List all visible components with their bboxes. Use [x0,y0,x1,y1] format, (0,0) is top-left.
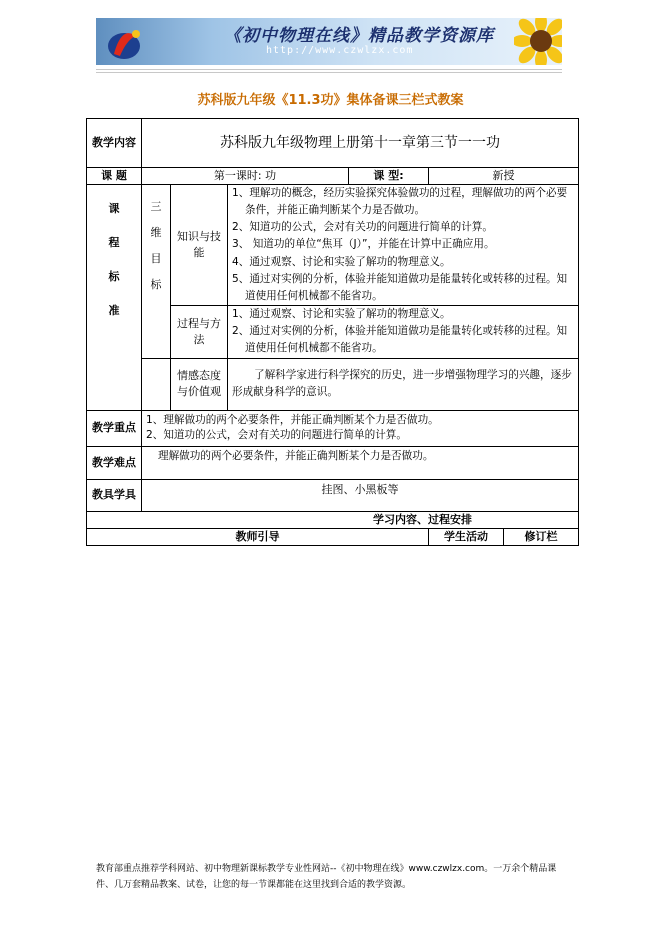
knowledge-item: 3、 知道功的单位“焦耳（J）”，并能在计算中正确应用。 [232,238,495,251]
topic-value: 第一课时: 功 [142,168,349,185]
col-revision: 修订栏 [504,528,579,545]
goals-char: 课 [108,202,120,215]
banner-title: 《初中物理在线》精品教学资源库 [224,26,494,46]
goals-char: 程 [108,235,120,249]
keypoint-item: 1、理解做功的两个必要条件，并能正确判断某个力是否做功。 [146,413,439,426]
goals-char: 准 [108,303,120,317]
process-items [228,306,579,358]
col-teacher: 教师引导 [87,528,429,545]
goals-label [87,185,142,411]
header-divider [96,69,562,70]
knowledge-item: 2、知道功的公式，会对有关功的问题进行简单的计算。 [232,221,493,234]
type-label: 课 型: [349,168,429,185]
knowledge-item: 5、通过对实例的分析，体验并能知道做功是能量转化或转移的过程。知道使用任何机械都不能省功。 [232,272,568,302]
banner-url[interactable]: http://www.czwlzx.com [266,45,414,56]
three-dim-char: 三 [150,200,162,213]
difficulty-text: 理解做功的两个必要条件，并能正确判断某个力是否做功。 [142,446,579,479]
keypoint-items [142,410,579,446]
knowledge-item: 1、理解功的概念，经历实验探究体验做功的过程，理解做功的两个必要条件，并能正确判断某个力是否做功。 [232,187,568,217]
process-item: 2、通过对实例的分析，体验并能知道做功是能量转化或转移的过程。知道使用任何机械都不能省功。 [232,325,568,355]
topic-label: 课 题 [87,168,142,185]
lesson-plan-table [86,118,579,546]
document-title: 苏科版九年级《11.3功》集体备课三栏式教案 [197,93,464,108]
tools-label: 教具学具 [87,479,142,511]
content-label: 教学内容 [87,119,142,168]
footer-note: 教育部重点推荐学科网站、初中物理新课标教学专业性网站--《初中物理在线》www.czwlzx.com。一万余个精品课件、几万套精品教案、试卷，让您的每一节课都能在这里找到合适的教学资源。 [96,864,557,890]
process-label: 过程与方法 [171,306,228,358]
arrangement-label: 学习内容、过程安排 [87,511,579,528]
keypoint-label: 教学重点 [87,410,142,446]
goals-char: 标 [108,269,120,283]
three-dim-char: 目 [150,251,162,265]
knowledge-label: 知识与技能 [171,185,228,306]
lesson-title: 苏科版九年级物理上册第十一章第三节一一功 [142,119,579,168]
tools-value: 挂图、小黑板等 [142,479,579,511]
header-banner [96,18,562,65]
emotion-label: 情感态度与价值观 [171,358,228,410]
process-item: 1、通过观察、讨论和实验了解功的物理意义。 [232,308,451,321]
sunflower-icon [514,18,562,65]
knowledge-items [228,185,579,306]
header-divider [96,72,562,73]
col-student: 学生活动 [429,528,504,545]
three-dim-label [142,185,171,359]
type-value: 新授 [429,168,579,185]
three-dim-char: 维 [150,225,162,239]
site-logo-icon [106,24,146,62]
knowledge-item: 4、通过观察、讨论和实验了解功的物理意义。 [232,255,451,268]
keypoint-item: 2、知道功的公式，会对有关功的问题进行简单的计算。 [146,429,407,442]
empty-cell [142,358,171,410]
difficulty-label: 教学难点 [87,446,142,479]
emotion-text: 了解科学家进行科学探究的历史，进一步增强物理学习的兴趣，逐步形成献身科学的意识。 [228,358,579,410]
three-dim-char: 标 [150,277,162,291]
